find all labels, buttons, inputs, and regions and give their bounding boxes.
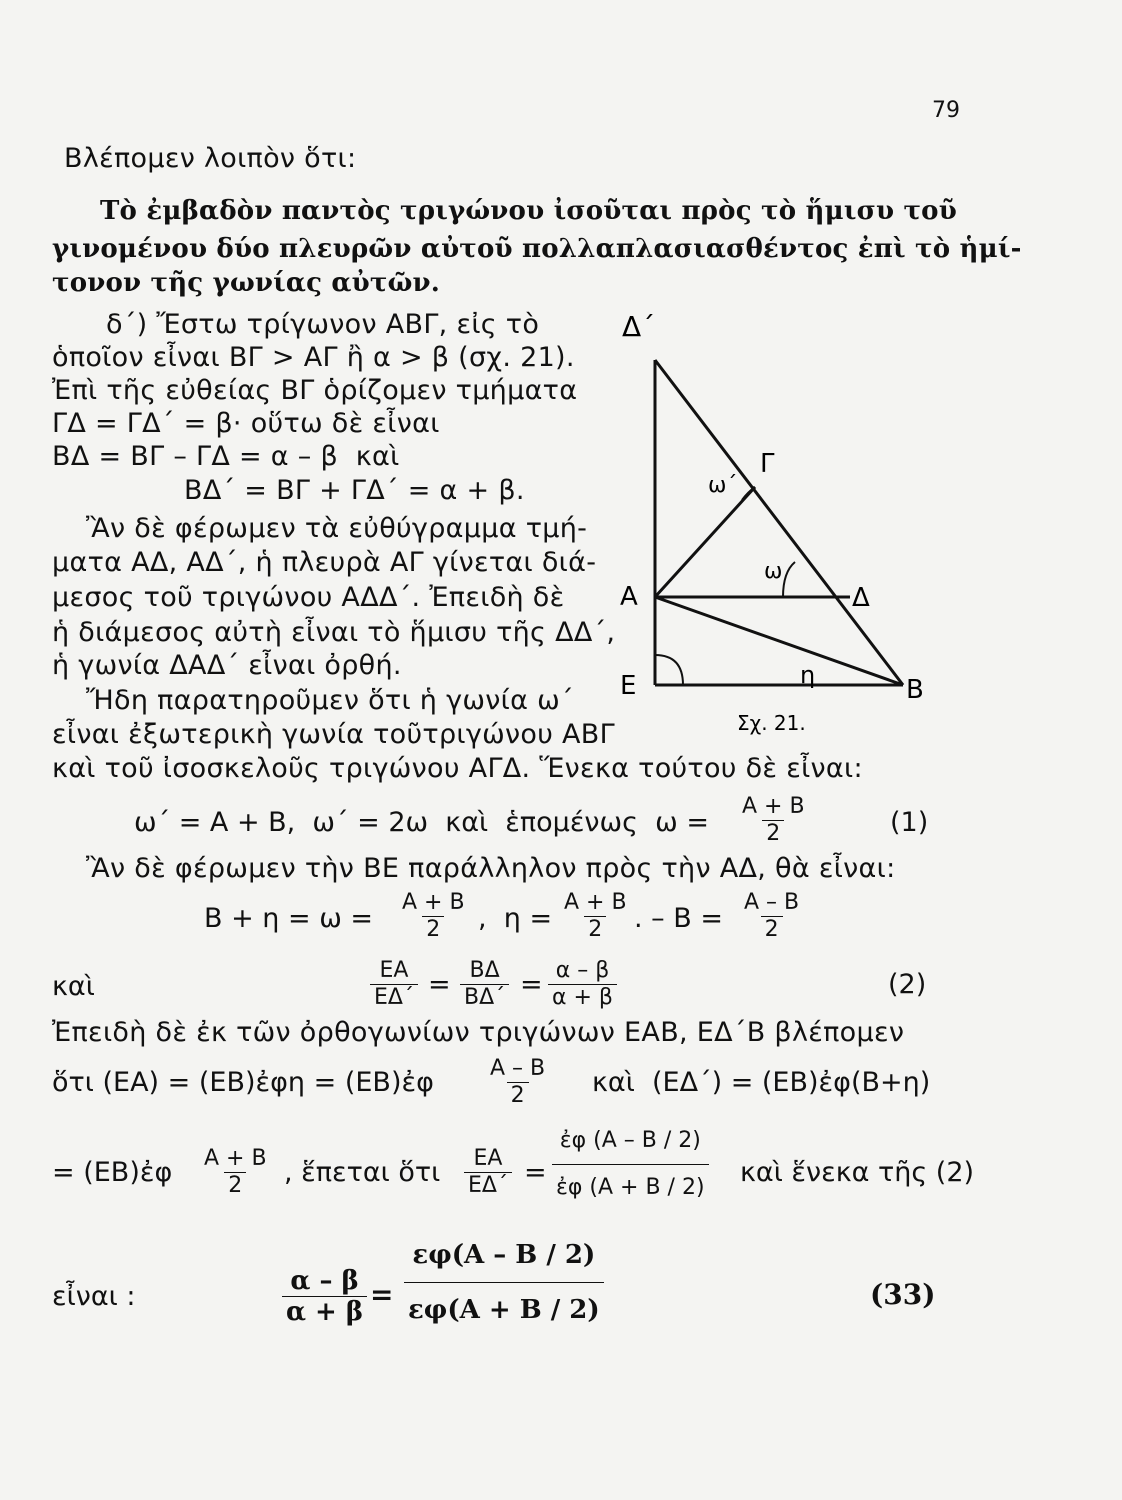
eq2-eq-1: = xyxy=(428,969,451,1000)
eq2-f1-num: ΕΑ xyxy=(379,958,409,983)
page-number: 79 xyxy=(932,98,960,123)
ratio-t-num: ἐφ (Α – Β / 2) xyxy=(559,1128,701,1153)
final-t-num: εφ(Α – Β / 2) xyxy=(412,1240,596,1270)
ratio-eq: = xyxy=(524,1157,547,1188)
body-line-5: ΒΔ = ΒΓ – ΓΔ = α – β καὶ xyxy=(52,441,400,472)
ratio-part-2: , ἕπεται ὅτι xyxy=(284,1157,441,1188)
eta-f3-num: Α – Β xyxy=(744,890,800,915)
eq2-fraction-1 xyxy=(370,958,418,1011)
final-lead: εἶναι : xyxy=(52,1281,136,1312)
ea-part-2: καὶ (ΕΔ΄) = (ΕΒ)ἐφ(Β+η) xyxy=(592,1067,931,1098)
ratio-r-den: ΕΔ΄ xyxy=(464,1172,512,1199)
ea-f-den: 2 xyxy=(507,1082,529,1109)
theorem-line-2: γινομένου δύο πλευρῶν αὐτοῦ πολλαπλασιασθέντος ἐπὶ τὸ ἡμί- xyxy=(52,234,1022,264)
right-angle-mark xyxy=(655,655,683,685)
label-omega-prime: ω΄ xyxy=(708,473,738,498)
eq2-f3-den: α + β xyxy=(548,984,617,1011)
ratio-fraction-ab xyxy=(200,1146,271,1199)
ea-part-1: ὅτι (ΕΑ) = (ΕΒ)ἐφη = (ΕΒ)ἐφ xyxy=(52,1067,434,1098)
ea-f-num: Α – Β xyxy=(490,1056,546,1081)
eq1-lhs: ω΄ = Α + Β, ω΄ = 2ω καὶ ἑπομένως ω = xyxy=(134,807,709,838)
eta-f1-num: Α + Β xyxy=(402,890,465,915)
label-d-prime: Δ΄ xyxy=(622,310,656,343)
ratio-f-den: 2 xyxy=(224,1172,246,1199)
eq2-tag: (2) xyxy=(888,969,927,1000)
ratio-fraction-tan xyxy=(552,1128,709,1201)
label-eta: η xyxy=(800,661,816,689)
ratio-r-num: ΕΑ xyxy=(473,1146,503,1171)
body-line-9: μεσος τοῦ τριγώνου ΑΔΔ΄. Ἐπειδὴ δὲ xyxy=(52,582,565,613)
eq1-num: Α + Β xyxy=(742,794,805,819)
ratio-f-num: Α + Β xyxy=(204,1146,267,1171)
body-line-3: Ἐπὶ τῆς εὐθείας ΒΓ ὁρίζομεν τμήματα xyxy=(52,375,578,406)
ratio-t-den: ἐφ (Α + Β / 2) xyxy=(552,1164,709,1201)
eta-f2-num: Α + Β xyxy=(564,890,627,915)
label-gamma: Γ xyxy=(760,449,775,479)
body-line-2: ὁποῖον εἶναι ΒΓ > ΑΓ ἢ α > β (σχ. 21). xyxy=(52,342,575,373)
body-line-8: ματα ΑΔ, ΑΔ΄, ἡ πλευρὰ ΑΓ γίνεται διά- xyxy=(52,547,597,578)
ratio-fraction-ea xyxy=(464,1146,512,1199)
final-fraction-left xyxy=(282,1266,367,1327)
body-line-12: Ἤδη παρατηροῦμεν ὅτι ἡ γωνία ω΄ xyxy=(86,685,574,716)
final-l-num: α – β xyxy=(290,1266,359,1296)
theorem-line-1: Τὸ ἐμβαδὸν παντὸς τριγώνου ἰσοῦται πρὸς τὸ ἥμισυ τοῦ xyxy=(100,196,957,226)
label-omega: ω xyxy=(764,559,783,584)
label-d: Δ xyxy=(852,583,870,613)
line-d-prime-b xyxy=(655,360,903,685)
eq2-fraction-2 xyxy=(460,958,509,1011)
line-a-gamma xyxy=(655,487,755,597)
label-b: Β xyxy=(906,675,924,705)
eta-part-2: , η = xyxy=(478,903,553,934)
ratio-part-1: = (ΕΒ)ἐφ xyxy=(52,1157,173,1188)
eq1-den: 2 xyxy=(762,820,784,847)
body-line-14: καὶ τοῦ ἰσοσκελοῦς τριγώνου ΑΓΔ. Ἕνεκα τούτου δὲ εἶναι: xyxy=(52,753,863,784)
intro-line: Βλέπομεν λοιπὸν ὅτι: xyxy=(64,143,357,174)
final-fraction-right xyxy=(404,1240,604,1325)
eq2-f3-num: α – β xyxy=(555,958,610,983)
body-line-1: δ΄) Ἔστω τρίγωνον ΑΒΓ, εἰς τὸ xyxy=(106,309,540,340)
omega-arc xyxy=(783,562,795,597)
eta-f3-den: 2 xyxy=(761,916,783,943)
final-l-den: α + β xyxy=(282,1296,367,1327)
body-line-4: ΓΔ = ΓΔ΄ = β· οὕτω δὲ εἶναι xyxy=(52,408,440,439)
theorem-line-3: τονον τῆς γωνίας αὐτῶν. xyxy=(52,268,441,298)
eta-fraction-3 xyxy=(740,890,803,943)
body-line-6: ΒΔ΄ = ΒΓ + ΓΔ΄ = α + β. xyxy=(184,475,525,506)
omega-prime-arc xyxy=(742,487,755,500)
body-line-7: Ἂν δὲ φέρωμεν τὰ εὐθύγραμμα τμή- xyxy=(86,513,588,544)
final-t-den: εφ(Α + Β / 2) xyxy=(404,1282,604,1325)
ea-fraction xyxy=(486,1056,549,1109)
figure-21 xyxy=(600,300,940,740)
figure-caption: Σχ. 21. xyxy=(737,711,806,735)
line-right-triangles: Ἐπειδὴ δὲ ἐκ τῶν ὀρθογωνίων τριγώνων ΕΑΒ, ΕΔ΄Β βλέπομεν xyxy=(52,1017,905,1048)
label-a: Α xyxy=(620,582,638,612)
label-e: Ε xyxy=(620,671,637,701)
eq1-tag: (1) xyxy=(890,807,929,838)
eq1-fraction xyxy=(738,794,809,847)
eta-part-1: Β + η = ω = xyxy=(204,903,374,934)
final-tag: (33) xyxy=(870,1278,936,1311)
eq2-kai: καὶ xyxy=(52,971,95,1002)
line-be-parallel: Ἂν δὲ φέρωμεν τὴν ΒΕ παράλληλον πρὸς τὴν ΑΔ, θὰ εἶναι: xyxy=(86,853,896,884)
eta-fraction-2 xyxy=(560,890,631,943)
eta-f2-den: 2 xyxy=(584,916,606,943)
final-eq: = xyxy=(370,1278,394,1311)
eta-part-3: . – Β = xyxy=(634,903,723,934)
eq2-f2-num: ΒΔ xyxy=(469,958,500,983)
eq2-eq-2: = xyxy=(520,969,543,1000)
eq2-f2-den: ΒΔ΄ xyxy=(460,984,509,1011)
eta-f1-den: 2 xyxy=(422,916,444,943)
eq2-f1-den: ΕΔ΄ xyxy=(370,984,418,1011)
eq2-fraction-3 xyxy=(548,958,617,1011)
body-line-10: ἡ διάμεσος αὐτὴ εἶναι τὸ ἥμισυ τῆς ΔΔ΄, xyxy=(52,617,616,648)
body-line-13: εἶναι ἐξωτερικὴ γωνία τοῦτριγώνου ΑΒΓ xyxy=(52,719,615,750)
eta-fraction-1 xyxy=(398,890,469,943)
ratio-part-3: καὶ ἕνεκα τῆς (2) xyxy=(740,1157,975,1188)
body-line-11: ἡ γωνία ΔΑΔ΄ εἶναι ὀρθή. xyxy=(52,650,402,681)
